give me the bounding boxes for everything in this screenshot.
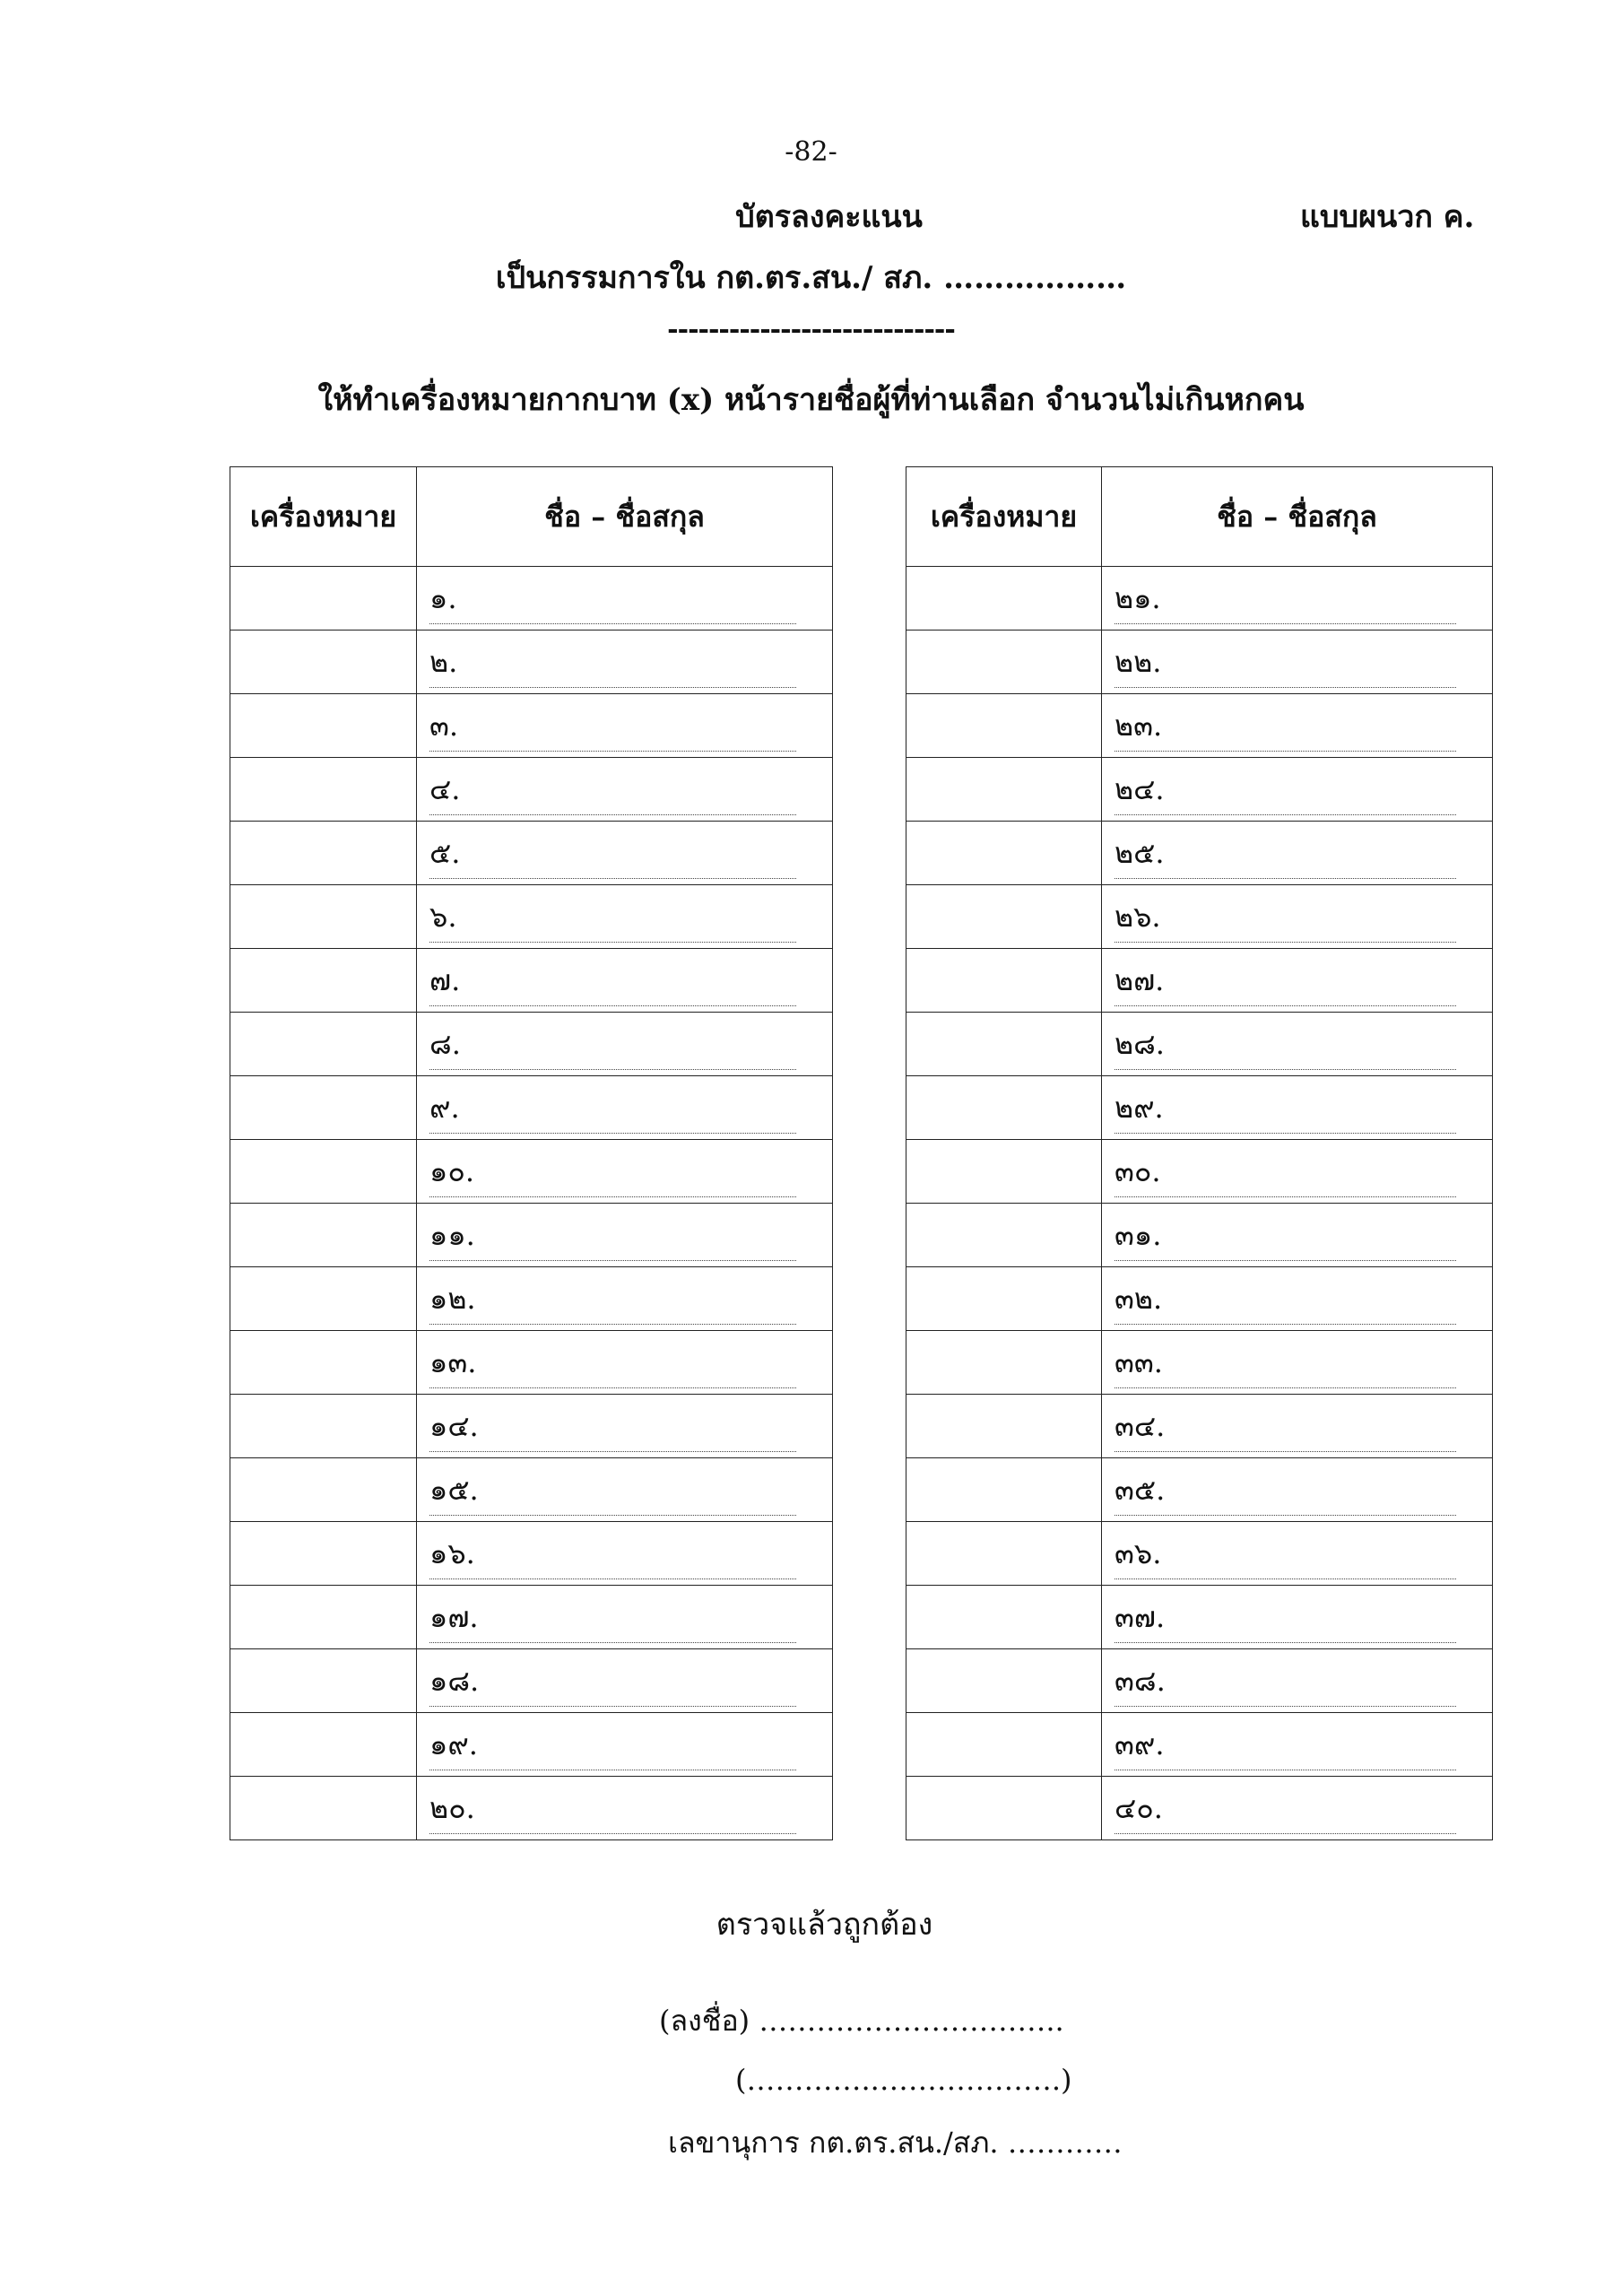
mark-cell[interactable] (906, 567, 1102, 631)
dotted-name-line (429, 1260, 796, 1261)
candidate-table-right (906, 466, 1493, 1840)
table-row (906, 1013, 1493, 1076)
table-row (230, 1522, 833, 1586)
table-row (230, 567, 833, 631)
mark-cell[interactable] (906, 758, 1102, 822)
row-number: ๒๒. (1115, 644, 1162, 679)
dotted-name-line (1115, 1324, 1456, 1325)
annex-label: แบบผนวก ค. (1300, 199, 1475, 235)
candidate-name-cell (417, 1076, 833, 1140)
row-number: ๒๑. (1115, 580, 1161, 615)
mark-cell[interactable] (230, 694, 417, 758)
mark-cell[interactable] (230, 1331, 417, 1395)
row-number: ๒๕. (1115, 835, 1165, 870)
dotted-name-line (429, 1515, 796, 1516)
candidate-name-cell (417, 822, 833, 885)
mark-cell[interactable] (230, 1649, 417, 1713)
mark-cell[interactable] (230, 1777, 417, 1840)
mark-cell[interactable] (906, 1204, 1102, 1267)
mark-cell[interactable] (230, 1204, 417, 1267)
candidate-name-cell (1102, 1267, 1493, 1331)
mark-column-header: เครื่องหมาย (230, 467, 417, 567)
row-number: ๑๖. (429, 1535, 475, 1570)
dotted-name-line (429, 878, 796, 879)
table-row (906, 1140, 1493, 1204)
dotted-name-line (429, 1133, 796, 1134)
candidate-name-cell (417, 1458, 833, 1522)
candidate-name-cell (1102, 822, 1493, 885)
row-number: ๓๒. (1115, 1281, 1163, 1316)
candidate-name-cell (1102, 1586, 1493, 1649)
row-number: ๒๔. (1115, 771, 1165, 806)
table-row (906, 694, 1493, 758)
table-row (230, 1076, 833, 1140)
row-number: ๙. (429, 1090, 460, 1125)
mark-cell[interactable] (906, 1140, 1102, 1204)
mark-cell[interactable] (906, 885, 1102, 949)
candidate-name-cell (1102, 1395, 1493, 1458)
row-number: ๓๐. (1115, 1153, 1161, 1188)
dotted-name-line (429, 1706, 796, 1707)
row-number: ๒๘. (1115, 1026, 1165, 1061)
dotted-name-line (1115, 1260, 1456, 1261)
table-row (230, 1649, 833, 1713)
row-number: ๑๕. (429, 1472, 479, 1507)
instruction-text: ให้ทำเครื่องหมายกากบาท (x) หน้ารายชื่อผู้ที่ท่านเลือก จำนวนไม่เกินหกคน (317, 382, 1305, 418)
ballot-title: บัตรลงคะแนน (735, 199, 923, 235)
candidate-name-cell (417, 949, 833, 1013)
candidate-name-cell (1102, 1649, 1493, 1713)
table-row (230, 885, 833, 949)
candidate-name-cell (1102, 1458, 1493, 1522)
candidate-name-cell (1102, 949, 1493, 1013)
candidate-name-cell (1102, 1331, 1493, 1395)
table-row (906, 1649, 1493, 1713)
dotted-name-line (429, 1324, 796, 1325)
verified-text: ตรวจแล้วถูกต้อง (716, 1907, 933, 1943)
candidate-name-cell (1102, 758, 1493, 822)
mark-cell[interactable] (906, 1331, 1102, 1395)
row-number: ๑๐. (429, 1153, 475, 1188)
candidate-name-cell (417, 1713, 833, 1777)
table-row (906, 1204, 1493, 1267)
dotted-name-line (429, 1642, 796, 1643)
table-row (906, 1586, 1493, 1649)
printed-name-line: (…………..……………….) (735, 2063, 1072, 2097)
row-number: ๓๗. (1115, 1599, 1166, 1634)
mark-cell[interactable] (906, 1777, 1102, 1840)
row-number: ๕. (429, 835, 461, 870)
dotted-name-line (1115, 1833, 1456, 1834)
candidate-name-cell (1102, 1713, 1493, 1777)
dotted-name-line (1115, 1642, 1456, 1643)
candidate-name-cell (417, 1777, 833, 1840)
row-number: ๓๕. (1115, 1472, 1166, 1507)
dotted-name-line (1115, 814, 1456, 815)
dotted-name-line (1115, 623, 1456, 624)
mark-cell[interactable] (230, 1140, 417, 1204)
row-number: ๑๑. (429, 1217, 475, 1252)
table-row (230, 1458, 833, 1522)
row-number: ๑. (429, 580, 457, 615)
table-row (230, 631, 833, 694)
table-row (906, 1267, 1493, 1331)
table-row (230, 1267, 833, 1331)
candidate-name-cell (1102, 1522, 1493, 1586)
mark-cell[interactable] (906, 1395, 1102, 1458)
dotted-name-line (429, 1451, 796, 1452)
dashed-divider: ---------------------------- (667, 314, 955, 345)
row-number: ๓๑. (1115, 1217, 1162, 1252)
table-row (906, 567, 1493, 631)
table-row (906, 1076, 1493, 1140)
row-number: ๔. (429, 771, 461, 806)
table-row (906, 949, 1493, 1013)
table-row (906, 1331, 1493, 1395)
mark-cell[interactable] (906, 1522, 1102, 1586)
dotted-name-line (429, 942, 796, 943)
dotted-name-line (429, 1196, 796, 1197)
mark-cell[interactable] (230, 1076, 417, 1140)
mark-cell[interactable] (230, 1458, 417, 1522)
mark-cell[interactable] (906, 949, 1102, 1013)
candidate-table-left (230, 466, 833, 1840)
dotted-name-line (1115, 1069, 1456, 1070)
mark-cell[interactable] (230, 1522, 417, 1586)
row-number: ๑๓. (429, 1344, 477, 1379)
dotted-name-line (1115, 1196, 1456, 1197)
row-number: ๓๓. (1115, 1344, 1163, 1379)
row-number: ๑๗. (429, 1599, 479, 1634)
row-number: ๑๒. (429, 1281, 476, 1316)
row-number: ๓๖. (1115, 1535, 1162, 1570)
mark-cell[interactable] (906, 1713, 1102, 1777)
mark-cell[interactable] (906, 1267, 1102, 1331)
candidate-name-cell (1102, 1777, 1493, 1840)
dotted-name-line (1115, 1133, 1456, 1134)
dotted-name-line (429, 1069, 796, 1070)
table-row (230, 694, 833, 758)
dotted-name-line (429, 1005, 796, 1006)
candidate-name-cell (417, 1204, 833, 1267)
name-column-header: ชื่อ – ชื่อสกุล (1102, 467, 1493, 567)
row-number: ๒๓. (1115, 708, 1163, 743)
mark-cell[interactable] (230, 1586, 417, 1649)
dotted-name-line (1115, 751, 1456, 752)
table-row (230, 1013, 833, 1076)
dotted-name-line (429, 1387, 796, 1388)
table-row (906, 885, 1493, 949)
row-number: ๓. (429, 708, 459, 743)
row-number: ๒. (429, 644, 458, 679)
signature-line: (ลงชื่อ) ………………………….. (659, 2004, 1064, 2038)
page-number: -82- (785, 136, 837, 168)
table-header-row (906, 467, 1493, 567)
mark-cell[interactable] (230, 631, 417, 694)
table-row (230, 1713, 833, 1777)
dotted-name-line (429, 751, 796, 752)
dotted-name-line (1115, 1578, 1456, 1579)
candidate-name-cell (417, 1522, 833, 1586)
candidate-name-cell (1102, 631, 1493, 694)
table-header-row (230, 467, 833, 567)
candidate-name-cell (417, 1267, 833, 1331)
table-row (230, 1331, 833, 1395)
row-number: ๓๔. (1115, 1408, 1166, 1443)
table-row (906, 1395, 1493, 1458)
row-number: ๓๙. (1115, 1726, 1165, 1761)
table-row (906, 758, 1493, 822)
mark-cell[interactable] (230, 1395, 417, 1458)
table-row (230, 1777, 833, 1840)
table-row (906, 1777, 1493, 1840)
mark-cell[interactable] (230, 949, 417, 1013)
dotted-name-line (1115, 1515, 1456, 1516)
table-row (230, 1140, 833, 1204)
mark-cell[interactable] (906, 1458, 1102, 1522)
table-row (230, 822, 833, 885)
mark-cell[interactable] (230, 758, 417, 822)
dotted-name-line (1115, 1005, 1456, 1006)
row-number: ๒๐. (429, 1790, 475, 1825)
candidate-name-cell (1102, 885, 1493, 949)
mark-cell[interactable] (230, 1713, 417, 1777)
candidate-name-cell (417, 1013, 833, 1076)
mark-column-header: เครื่องหมาย (906, 467, 1102, 567)
dotted-name-line (1115, 878, 1456, 879)
mark-cell[interactable] (230, 885, 417, 949)
candidate-name-cell (417, 1331, 833, 1395)
row-number: ๑๘. (429, 1663, 480, 1698)
candidate-name-cell (417, 1586, 833, 1649)
mark-cell[interactable] (906, 1586, 1102, 1649)
row-number: ๖. (429, 899, 457, 934)
candidate-name-cell (1102, 1204, 1493, 1267)
name-column-header: ชื่อ – ชื่อสกุล (417, 467, 833, 567)
candidate-name-cell (417, 631, 833, 694)
candidate-name-cell (417, 567, 833, 631)
row-number: ๓๘. (1115, 1663, 1166, 1698)
dotted-name-line (1115, 942, 1456, 943)
candidate-name-cell (417, 1395, 833, 1458)
dotted-name-line (429, 814, 796, 815)
dotted-name-line (429, 623, 796, 624)
mark-cell[interactable] (230, 1267, 417, 1331)
candidate-name-cell (417, 1649, 833, 1713)
mark-cell[interactable] (906, 1013, 1102, 1076)
dotted-name-line (1115, 1387, 1456, 1388)
mark-cell[interactable] (230, 822, 417, 885)
row-number: ๒๗. (1115, 962, 1165, 997)
dotted-name-line (1115, 687, 1456, 688)
row-number: ๒๙. (1115, 1090, 1164, 1125)
mark-cell[interactable] (906, 1649, 1102, 1713)
candidate-name-cell (417, 1140, 833, 1204)
committee-subtitle: เป็นกรรมการใน กต.ตร.สน./ สภ. ……………… (495, 260, 1127, 296)
candidate-name-cell (417, 694, 833, 758)
table-row (230, 1586, 833, 1649)
candidate-name-cell (417, 758, 833, 822)
row-number: ๑๙. (429, 1726, 478, 1761)
table-row (906, 1713, 1493, 1777)
candidate-name-cell (417, 885, 833, 949)
mark-cell[interactable] (906, 694, 1102, 758)
dotted-name-line (429, 1833, 796, 1834)
candidate-name-cell (1102, 1013, 1493, 1076)
candidate-name-cell (1102, 567, 1493, 631)
table-row (230, 758, 833, 822)
candidate-name-cell (1102, 694, 1493, 758)
candidate-name-cell (1102, 1140, 1493, 1204)
row-number: ๒๖. (1115, 899, 1161, 934)
table-row (906, 1458, 1493, 1522)
row-number: ๘. (429, 1026, 461, 1061)
dotted-name-line (429, 1578, 796, 1579)
mark-cell[interactable] (230, 567, 417, 631)
dotted-name-line (1115, 1706, 1456, 1707)
mark-cell[interactable] (906, 822, 1102, 885)
mark-cell[interactable] (230, 1013, 417, 1076)
table-row (230, 949, 833, 1013)
dotted-name-line (429, 687, 796, 688)
row-number: ๔๐. (1115, 1790, 1163, 1825)
table-row (906, 1522, 1493, 1586)
table-row (906, 631, 1493, 694)
dotted-name-line (1115, 1451, 1456, 1452)
secretary-title: เลขานุการ กต.ตร.สน./สภ. ………… (668, 2126, 1123, 2160)
mark-cell[interactable] (906, 1076, 1102, 1140)
table-row (906, 822, 1493, 885)
row-number: ๗. (429, 962, 461, 997)
row-number: ๑๔. (429, 1408, 479, 1443)
table-row (230, 1204, 833, 1267)
table-row (230, 1395, 833, 1458)
mark-cell[interactable] (906, 631, 1102, 694)
candidate-name-cell (1102, 1076, 1493, 1140)
